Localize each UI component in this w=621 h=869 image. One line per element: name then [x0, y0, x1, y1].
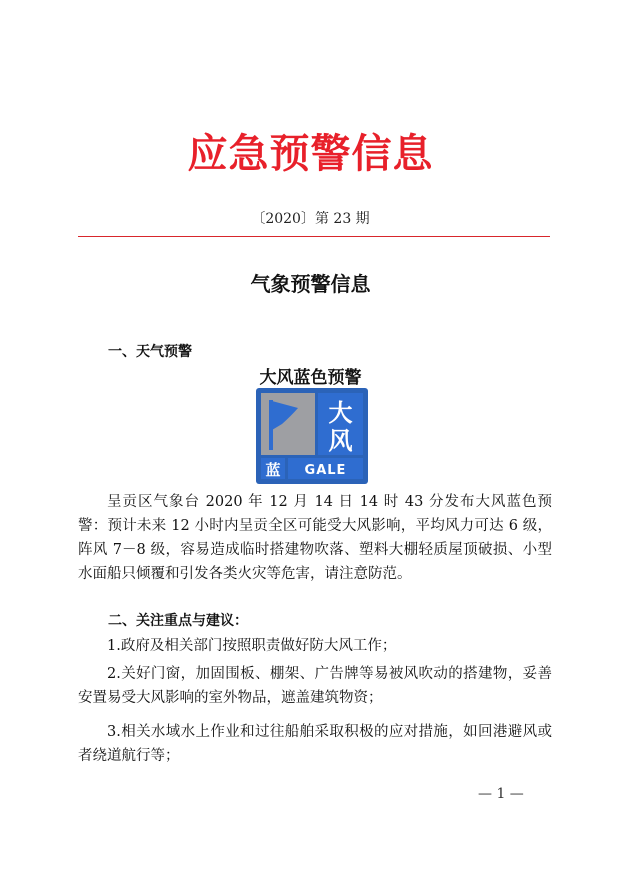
signal-code: GALE — [304, 463, 347, 478]
masthead-title: 应急预警信息 — [187, 130, 434, 177]
suggestion-item-3: 3.相关水域水上作业和过往船舶采取积极的应对措施，如回港避风或者绕道航行等； — [78, 724, 552, 764]
warning-paragraph: 呈贡区气象台 2020 年 12 月 14 日 14 时 43 分发布大风蓝色预警：预计未来 12 小时内呈贡全区可能受大风影响，平均风力可达 6 级，阵风 7－8 级，容易造成临时搭建物吹落、塑料大棚轻质屋顶破损、小型水面船只倾覆和引发各类火灾等危害，请注意防范。 — [78, 494, 552, 582]
suggestion-item-2: 2.关好门窗，加固围板、棚架、广告牌等易被风吹动的搭建物，妥善安置易受大风影响的室外物品，遮盖建筑物资； — [78, 666, 552, 706]
signal-level-char: 蓝 — [265, 461, 281, 479]
suggestion-item-1: 1.政府及相关部门按照职责做好防大风工作； — [107, 638, 397, 654]
signal-char-bottom: 风 — [328, 427, 353, 455]
gale-blue-warning-signal-icon — [256, 388, 368, 484]
signal-char-top: 大 — [328, 399, 353, 427]
section-heading-weather-warning: 一、天气预警 — [108, 344, 192, 360]
section-heading-suggestions: 二、关注重点与建议： — [108, 613, 248, 629]
red-divider — [78, 236, 550, 237]
issue-number: 〔2020〕第 23 期 — [251, 211, 370, 227]
document-title: 气象预警信息 — [250, 272, 371, 296]
warning-title: 大风蓝色预警 — [259, 368, 362, 388]
page-number: — 1 — — [478, 786, 524, 802]
